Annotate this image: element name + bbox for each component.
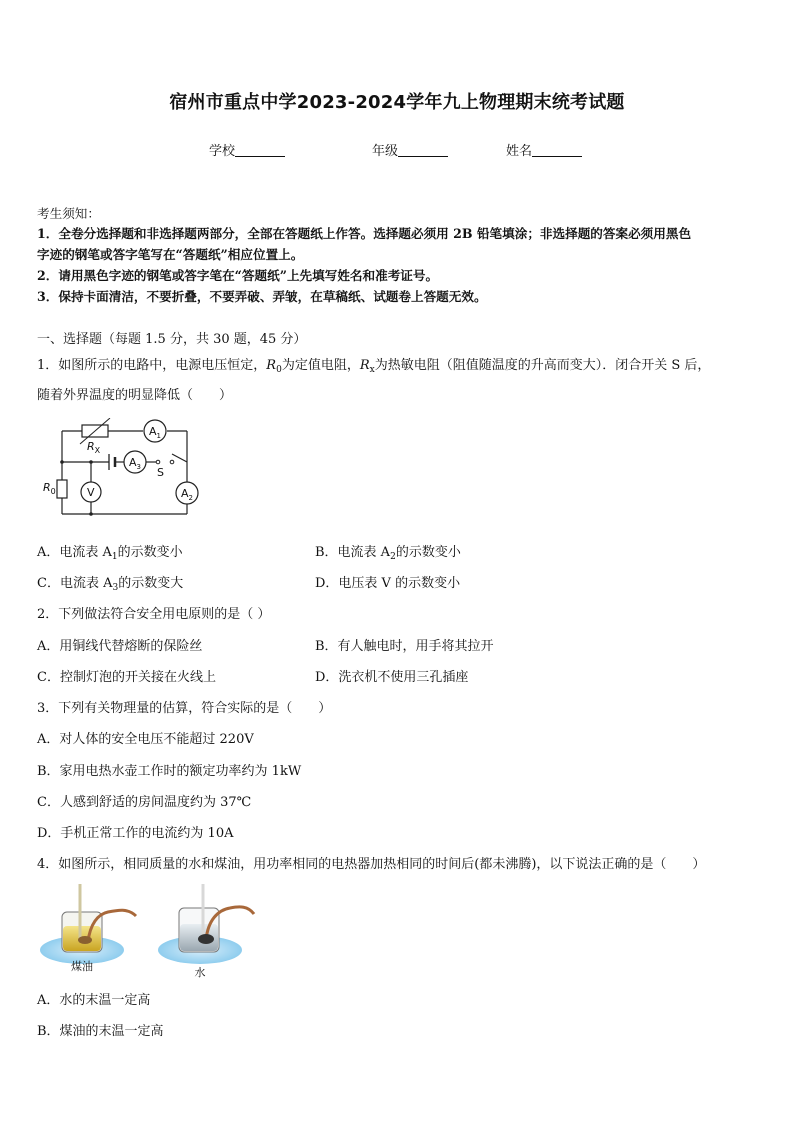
notice-item-1-line-2: 字迹的钢笔或答字笔写在“答题纸”相应位置上。 [37,247,304,262]
fig-rx-label: $R_X$ [87,440,101,455]
fig-a1-label: $A_1$ [149,425,161,440]
name-label: 姓名 [506,144,533,159]
water-beaker [158,884,254,964]
q3-stem: 3．下列有关物理量的估算，符合实际的是（ ） [37,701,332,716]
q2-stem: 2．下列做法符合安全用电原则的是（ ） [37,607,271,622]
section-heading: 一、选择题（每题 1.5 分，共 30 题，45 分） [37,332,307,347]
notice-item-1-line-1: 1．全卷分选择题和非选择题两部分，全部在答题纸上作答。选择题必须用 2B 铅笔填涂；非选择题的答案必须用黑色 [37,226,692,241]
fig-a3-label: $A_3$ [129,456,141,471]
notice-item-2: 2．请用黑色字迹的钢笔或答字笔在“答题纸”上先填写姓名和准考证号。 [37,268,439,283]
q3-option-b[interactable]: B．家用电热水壶工作时的额定功率约为 1kW [37,764,302,779]
fig-r0-label: $R_0$ [43,481,56,496]
q1-text-c: 为热敏电阻（阻值随温度的升高而变大）．闭合开关 S 后， [374,358,711,373]
q2-option-b[interactable]: B．有人触电时，用手将其拉开 [315,639,494,654]
q1-option-c[interactable]: C．电流表 $A_3$的示数变大 [37,576,184,593]
q4-stem: 4．如图所示，相同质量的水和煤油，用功率相同的电热器加热相同的时间后(都未沸腾)，以下说法正确的是（ ） [37,857,706,872]
q1-stem-line-1 [37,354,710,375]
label-water: 水 [194,966,206,979]
q2-option-a[interactable]: A．用铜线代替熔断的保险丝 [37,639,203,654]
q4-option-a[interactable]: A．水的末温一定高 [37,993,151,1008]
q1-rx: R [359,358,370,373]
name-field[interactable] [506,140,582,159]
q1-option-a[interactable]: A．电流表 $A_1$的示数变小 [37,545,183,562]
page-title: 宿州市重点中学2023-2024学年九上物理期末统考试题 [169,92,625,113]
school-label: 学校 [209,144,236,159]
q1-circuit-diagram [40,418,200,518]
q4-option-b[interactable]: B．煤油的末温一定高 [37,1024,164,1039]
q1-r0-sub: 0 [276,365,282,375]
fig-v-label: V [87,486,95,499]
notice-heading: 考生须知： [37,206,100,221]
kerosene-beaker [40,884,136,964]
notice-item-3: 3．保持卡面清洁，不要折叠，不要弄破、弄皱，在草稿纸、试题卷上答题无效。 [37,289,487,304]
q1-text-a: 1．如图所示的电路中，电源电压恒定， [37,358,267,373]
school-field[interactable] [209,140,285,159]
q1-option-d[interactable]: D．电压表 V 的示数变小 [315,576,461,591]
grade-field[interactable] [372,140,448,159]
q3-option-c[interactable]: C．人感到舒适的房间温度约为 37℃ [37,795,252,810]
q2-option-d[interactable]: D．洗衣机不使用三孔插座 [315,670,469,685]
grade-label: 年级 [372,144,399,159]
q1-r0: R [266,358,277,373]
r0-resistor [57,480,67,498]
q2-option-c[interactable]: C．控制灯泡的开关接在火线上 [37,670,216,685]
q3-option-a[interactable]: A．对人体的安全电压不能超过 220V [37,732,254,747]
label-kerosene: 煤油 [71,960,93,973]
q1-option-b[interactable]: B．电流表 $A_2$的示数变小 [315,545,461,562]
q3-option-d[interactable]: D．手机正常工作的电流约为 10A [37,826,234,841]
fig-s-label: S [157,466,164,479]
q1-text-b: 为定值电阻， [281,358,360,373]
q1-rx-sub: x [369,365,375,375]
q4-beakers-figure [38,884,268,980]
fig-a2-label: $A_2$ [181,487,193,502]
q1-stem-line-2: 随着外界温度的明显降低（ ） [37,388,233,403]
